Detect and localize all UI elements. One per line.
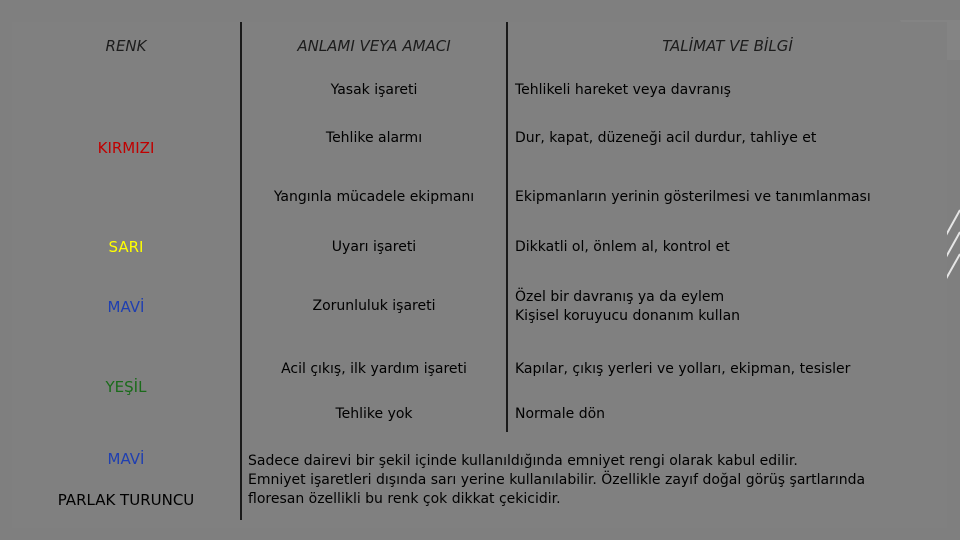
color-yellow: SARI [108,238,144,256]
color-blue-2: MAVİ [107,450,145,468]
meaning-mandatory: Zorunluluk işareti [312,298,436,314]
info-fire-equipment: Ekipmanların yerinin gösterilmesi ve tanımlanması [515,189,871,205]
meaning-prohibition: Yasak işareti [330,82,418,98]
info-mandatory-line1: Özel bir davranış ya da eylem [515,289,725,305]
meaning-fire-equipment: Yangınla mücadele ekipmanı [273,189,475,205]
note-line-1: Sadece dairevi bir şekil içinde kullanıldığında emniyet rengi olarak kabul edilir. [248,453,798,469]
color-bright-orange: PARLAK TURUNCU [57,491,195,509]
color-red: KIRMIZI [97,139,155,157]
header-meaning: ANLAMI VEYA AMACI [297,37,451,55]
header-info: TALİMAT VE BİLGİ [662,37,793,55]
meaning-emergency-exit: Acil çıkış, ilk yardım işareti [281,361,467,377]
meaning-warning: Uyarı işareti [331,239,417,255]
info-warning: Dikkatli ol, önlem al, kontrol et [515,239,730,255]
meaning-no-danger: Tehlike yok [335,406,413,422]
note-line-2: Emniyet işaretleri dışında sarı yerine kullanılabilir. Özellikle zayıf doğal görüş şartlarında [248,472,866,488]
info-no-danger: Normale dön [515,406,606,422]
color-blue: MAVİ [107,298,145,316]
info-mandatory-line2: Kişisel koruyucu donanım kullan [515,308,741,324]
note-line-3: floresan özellikli bu renk çok dikkat çekicidir. [248,491,561,507]
header-color: RENK [105,37,147,55]
meaning-danger-alarm: Tehlike alarmı [325,130,423,146]
color-green: YEŞİL [105,378,147,396]
info-danger-alarm: Dur, kapat, düzeneği acil durdur, tahliye et [515,130,817,146]
safety-color-table [12,22,947,528]
info-emergency-exit: Kapılar, çıkış yerleri ve yolları, ekipman, tesisler [515,361,851,377]
info-prohibition: Tehlikeli hareket veya davranış [515,82,731,98]
divider-2 [506,22,508,432]
